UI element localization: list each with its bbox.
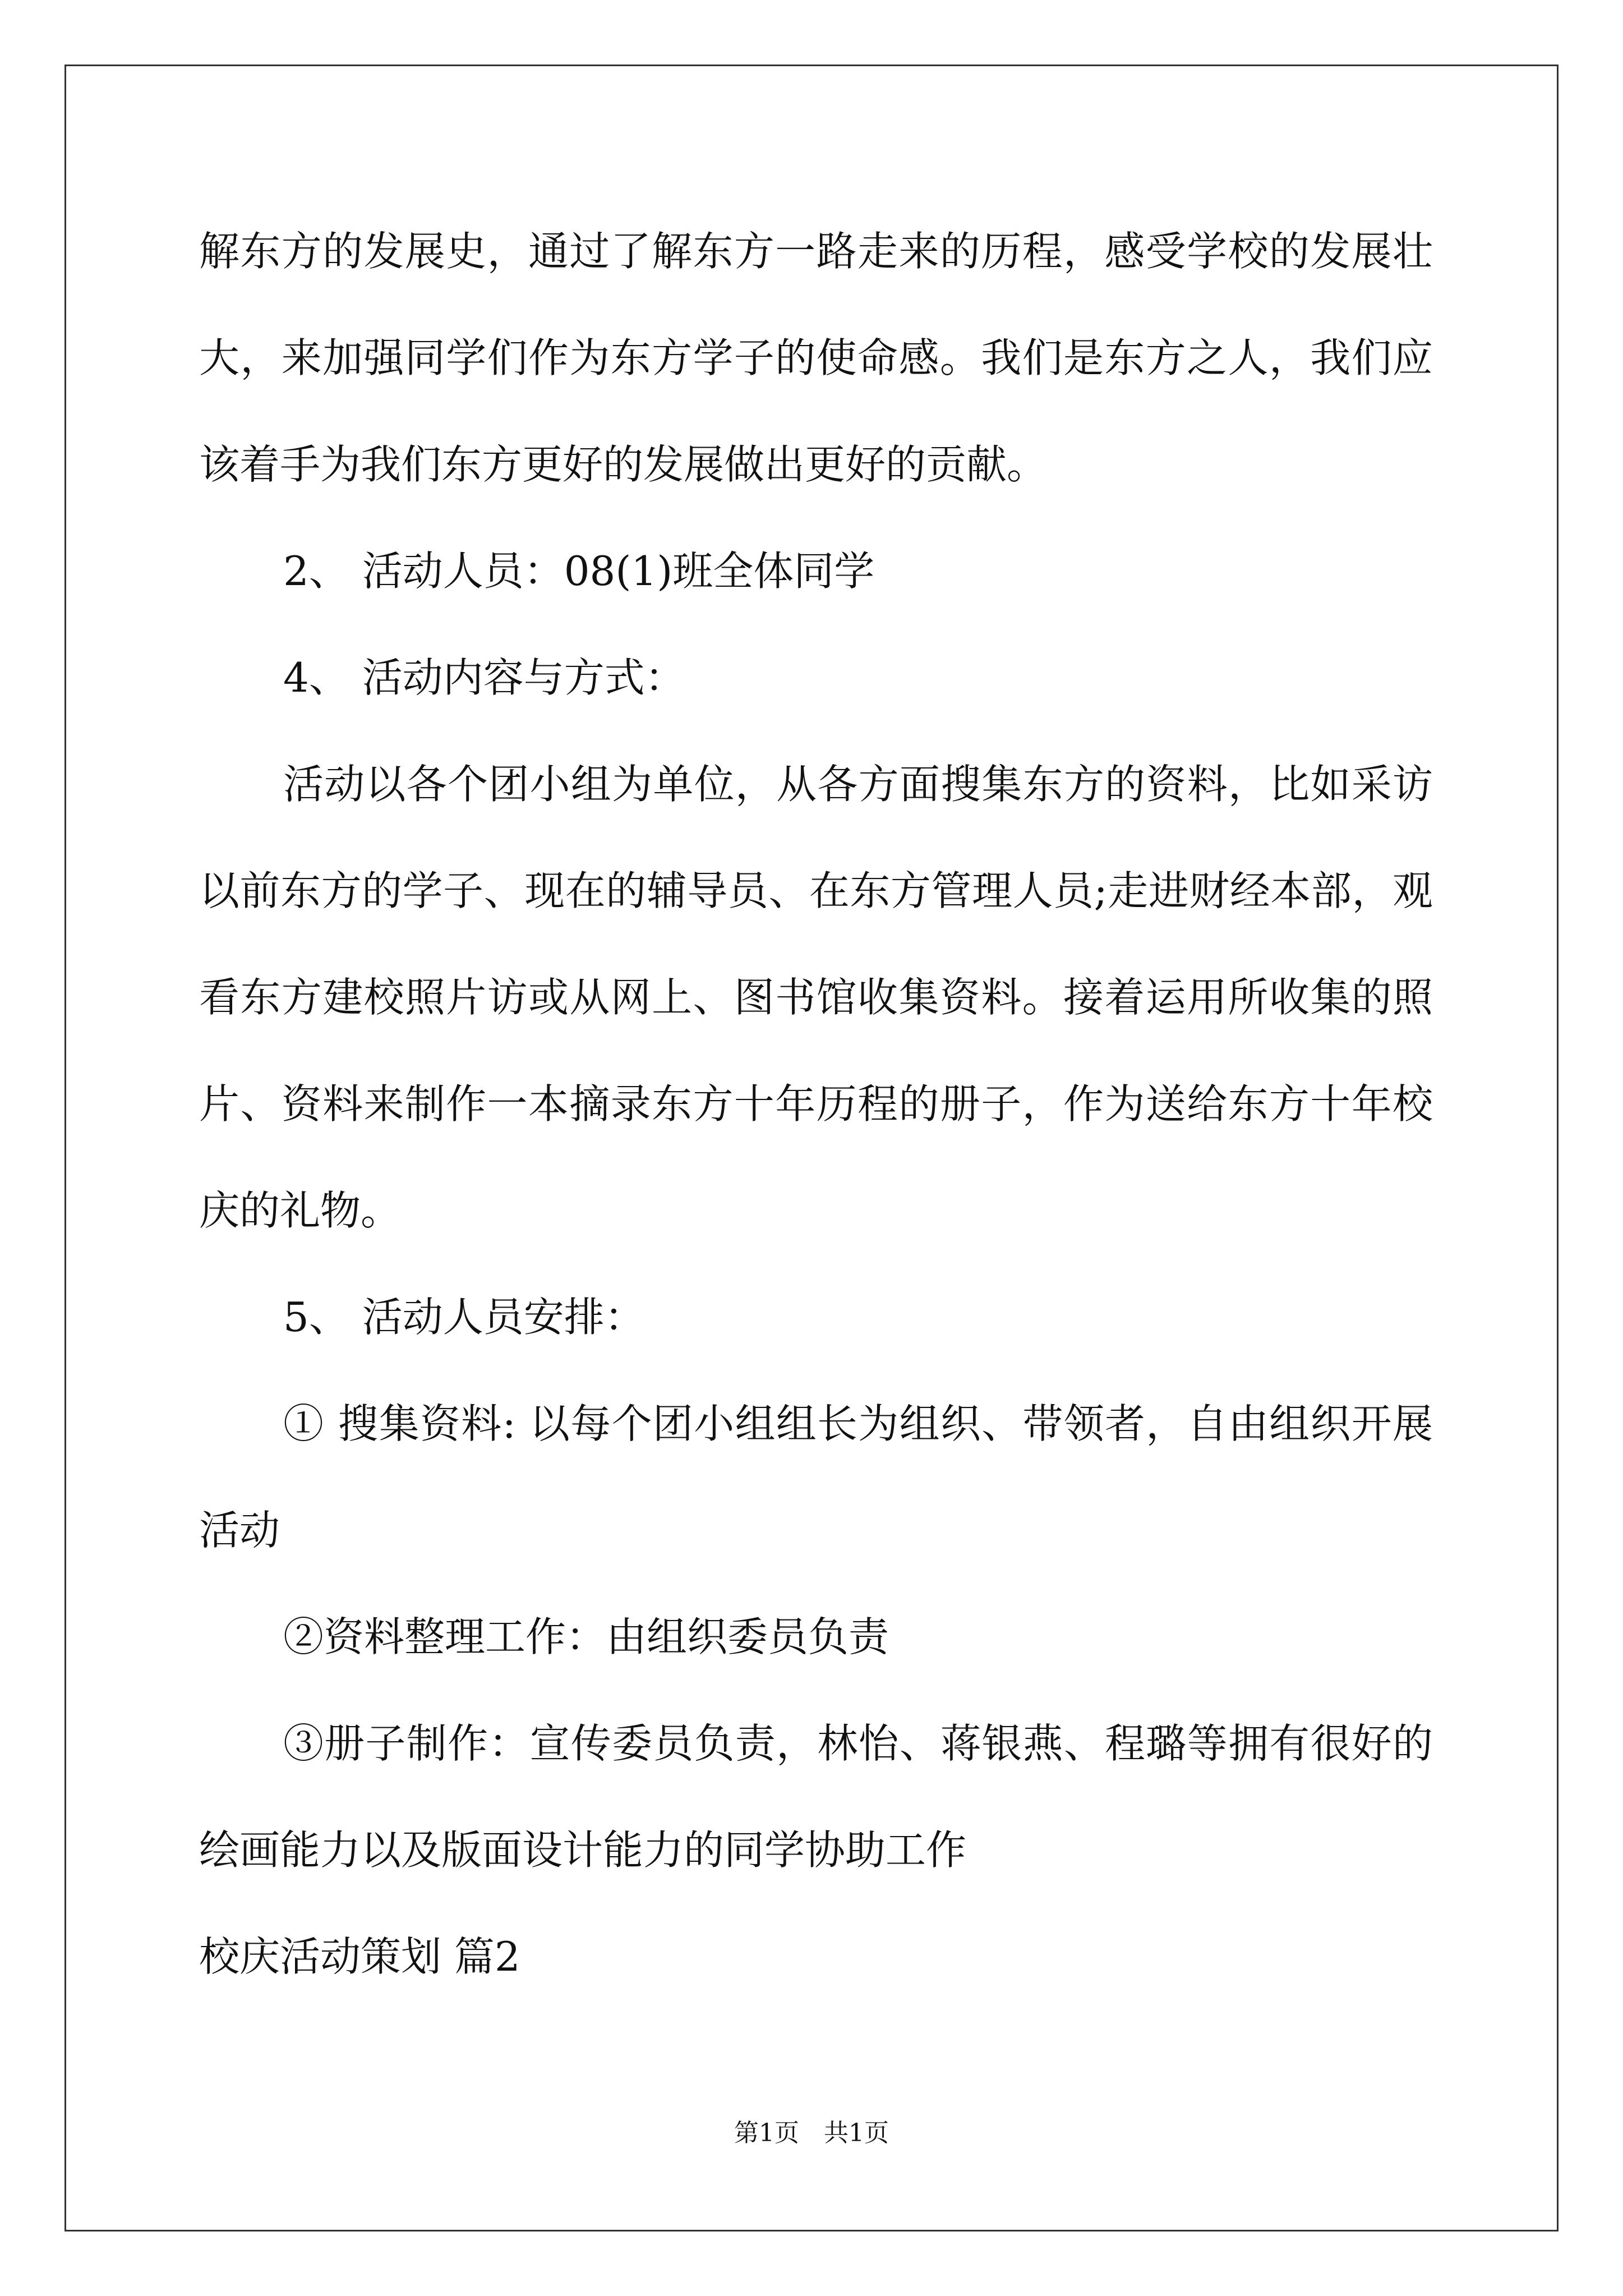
page-border xyxy=(64,65,1559,2231)
list-item-heading: 5、 活动人员安排： xyxy=(283,1294,645,1341)
paragraph-line: 解东方的发展史，通过了解东方一路走来的历程，感受学校的发展壮 xyxy=(199,228,1433,275)
paragraph-line: 看东方建校照片访或从网上、图书馆收集资料。接着运用所收集的照 xyxy=(199,974,1433,1021)
paragraph-line: 活动 xyxy=(199,1507,280,1554)
paragraph-line: 庆的礼物。 xyxy=(199,1187,402,1234)
list-item-heading: 4、 活动内容与方式： xyxy=(283,654,685,701)
page-footer: 第1页 共1页 xyxy=(734,2119,889,2147)
paragraph-line: 该着手为我们东方更好的发展做出更好的贡献。 xyxy=(199,441,1048,488)
paragraph-line: ②资料整理工作：由组织委员负责 xyxy=(283,1613,889,1660)
paragraph-line: 大，来加强同学们作为东方学子的使命感。我们是东方之人，我们应 xyxy=(199,334,1433,381)
paragraph-line: 活动以各个团小组为单位，从各方面搜集东方的资料，比如采访 xyxy=(283,761,1433,808)
section-heading: 校庆活动策划 篇2 xyxy=(199,1933,520,1980)
paragraph-line: ① 搜集资料: 以每个团小组组长为组织、带领者，自由组织开展 xyxy=(283,1400,1433,1447)
list-item-heading: 2、 活动人员：08(1)班全体同学 xyxy=(283,547,875,595)
paragraph-line: 绘画能力以及版面设计能力的同学协助工作 xyxy=(199,1826,967,1874)
paragraph-line: 以前东方的学子、现在的辅导员、在东方管理人员;走进财经本部，观 xyxy=(199,867,1433,914)
paragraph-line: 片、资料来制作一本摘录东方十年历程的册子，作为送给东方十年校 xyxy=(199,1080,1433,1128)
paragraph-line: ③册子制作：宣传委员负责，林怡、蒋银燕、程璐等拥有很好的 xyxy=(283,1720,1433,1767)
